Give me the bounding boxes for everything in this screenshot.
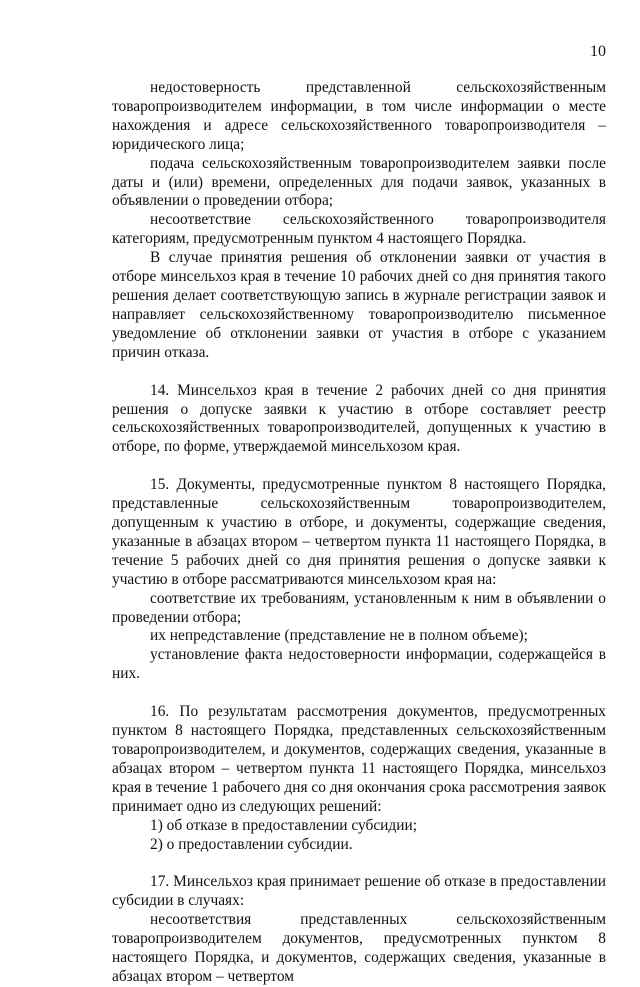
paragraph: установление факта недостоверности информации, содержащейся в них.	[112, 646, 606, 683]
paragraph: подача сельскохозяйственным товаропроизводителем заявки после даты и (или) времени, определенных для подачи заявок, указанных в объявлении о проведении отбора;	[112, 154, 606, 210]
paragraph: несоответствия представленных сельскохозяйственным товаропроизводителем документов, предусмотренных пунктом 8 настоящего Порядка, и документов, содержащих сведения, указанные в абзацах втором – четвертом	[112, 911, 606, 985]
document-body	[112, 79, 606, 987]
paragraph: 15. Документы, предусмотренные пунктом 8 настоящего Порядка, представленные сельскохозяйственным товаропроизводителем, допущенным к участию в отборе, и документы, содержащие сведения, указанные в абзацах втором – четвертом пункта 11 настоящего Порядка, в течение 5 рабочих дней со дня принятия решения о допуске заявки к участию в отборе рассматриваются минсельхозом края на:	[112, 476, 606, 588]
paragraph: 2) о предоставлении субсидии.	[150, 835, 353, 853]
paragraph: 16. По результатам рассмотрения документов, предусмотренных пунктом 8 настоящего Порядка, представленных сельскохозяйственным товаропроизводителем, и документов, содержащих сведения, указанные в абзацах втором – четвертом пункта 11 настоящего Порядка, минсельхоз края в течение 1 рабочего дня со дня окончания срока рассмотрения заявок принимает одно из следующих решений:	[112, 703, 606, 815]
paragraph: их непредставление (представление не в полном объеме);	[150, 627, 528, 645]
paragraph: недостоверность представленной сельскохозяйственным товаропроизводителем информации, в том числе информации о месте нахождения и адресе сельскохозяйственного товаропроизводителя – юридического лица;	[112, 79, 606, 153]
paragraph: 17. Минсельхоз края принимает решение об отказе в предоставлении субсидии в случаях:	[112, 873, 606, 910]
page-number: 10	[590, 43, 606, 60]
paragraph: соответствие их требованиям, установленным к ним в объявлении о проведении отбора;	[112, 589, 606, 626]
paragraph: 14. Минсельхоз края в течение 2 рабочих дней со дня принятия решения о допуске заявки к участию в отборе составляет реестр сельскохозяйственных товаропроизводителей, допущенных к участию в отборе, по форме, утверждаемой минсельхозом края.	[112, 381, 606, 456]
paragraph: В случае принятия решения об отклонении заявки от участия в отборе минсельхоз края в течение 10 рабочих дней со дня принятия такого решения делает соответствующую запись в журнале регистрации заявок и направляет сельскохозяйственному товаропроизводителю письменное уведомление об отклонении заявки от участия в отборе с указанием причин отказа.	[112, 249, 606, 361]
paragraph: 1) об отказе в предоставлении субсидии;	[150, 816, 417, 834]
paragraph: несоответствие сельскохозяйственного товаропроизводителя категориям, предусмотренным пунктом 4 настоящего Порядка.	[112, 211, 606, 248]
